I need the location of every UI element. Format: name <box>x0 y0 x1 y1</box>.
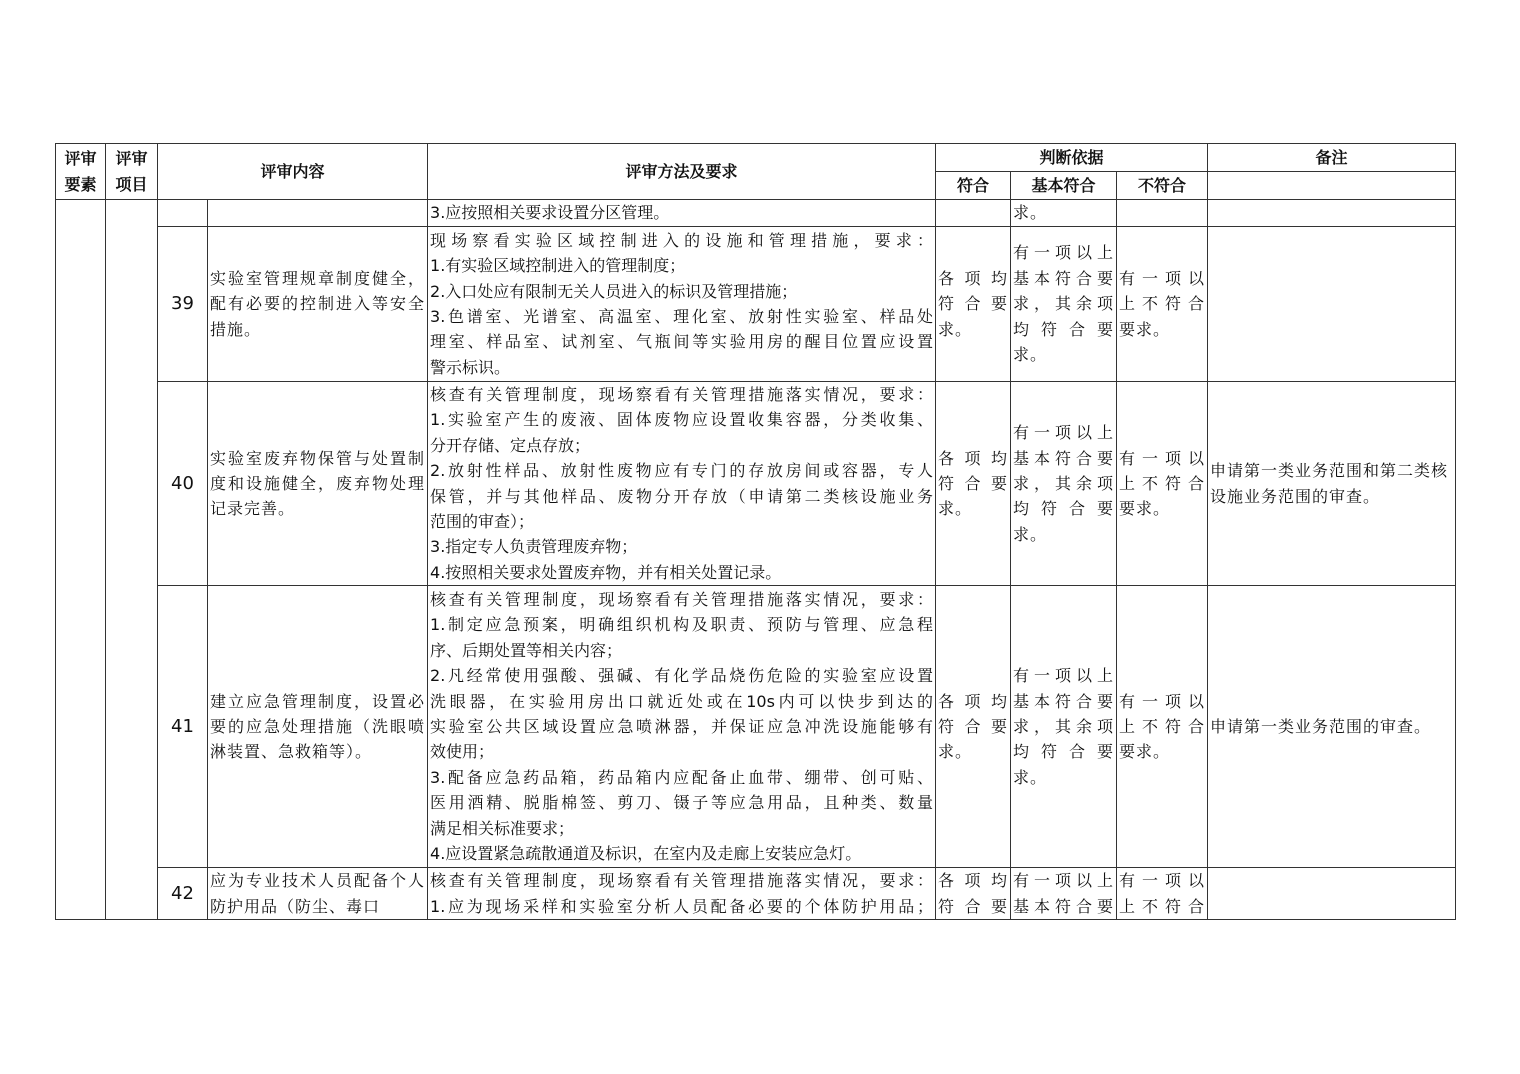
note <box>1208 868 1456 920</box>
method-line: 范围的审查）； <box>430 512 535 532</box>
non-conform-criteria <box>1117 586 1208 868</box>
basic-conform-criteria-line: 求，其余项 <box>1013 717 1115 737</box>
method-line: 核查有关管理制度，现场察看有关管理措施落实情况，要求： <box>430 590 934 610</box>
method-line: 序、后期处置等相关内容； <box>430 640 623 660</box>
basic-conform-criteria-line: 基本符合要 <box>1013 448 1115 468</box>
note: 申请第一类业务范围的审查。 <box>1208 586 1456 868</box>
method-line: 满足相关标准要求； <box>430 818 575 838</box>
basic-conform-criteria-line: 求。 <box>1013 345 1048 365</box>
note <box>1208 227 1456 382</box>
method-line: 3.指定专人负责管理废弃物； <box>430 537 638 557</box>
header-item <box>106 144 158 200</box>
method-cell <box>428 200 936 227</box>
review-content: 应为专业技术人员配备个人防护用品（防尘、毒口 <box>208 868 428 920</box>
method-line: 1.应为现场采样和实验室分析人员配备必要的个体防护用品； <box>430 896 934 916</box>
method-line: 1.实验室产生的废液、固体废物应设置收集容器，分类收集、 <box>430 410 934 430</box>
basic-conform-criteria-line: 有一项以上 <box>1013 243 1115 263</box>
conform-criteria-line: 符合要 <box>938 473 1009 493</box>
table-row <box>56 382 1456 586</box>
method-line: 1.有实验区域控制进入的管理制度； <box>430 256 686 276</box>
basic-conform-criteria-line: 均符合要 <box>1013 742 1115 762</box>
conform-criteria-line: 各项均 <box>938 448 1009 468</box>
conform-criteria <box>936 868 1011 920</box>
header-item-line1: 评审 <box>115 148 148 168</box>
element-cell <box>56 200 106 920</box>
review-table <box>55 143 1456 920</box>
non-conform-criteria-line: 有一项以 <box>1119 268 1206 288</box>
header-element-line2: 要素 <box>64 174 97 194</box>
method-line: 3.应按照相关要求设置分区管理。 <box>430 203 670 223</box>
basic-conform-criteria <box>1011 586 1117 868</box>
basic-conform-criteria-line: 基本符合要 <box>1013 691 1115 711</box>
item-number: 40 <box>158 382 208 586</box>
method-line: 3.色谱室、光谱室、高温室、理化室、放射性实验室、样品处 <box>430 307 934 326</box>
method-line: 实验室公共区域设置应急喷淋器，并保证应急冲洗设施能够有 <box>430 717 934 737</box>
basic-conform-criteria <box>1011 868 1117 920</box>
table-row <box>56 227 1456 382</box>
table-row <box>56 868 1456 920</box>
method-line: 效使用； <box>430 742 495 762</box>
review-content: 实验室废弃物保管与处置制度和设施健全，废弃物处理记录完善。 <box>208 382 428 586</box>
header-element-line1: 评审 <box>64 148 97 168</box>
basic-conform-criteria-line: 基本符合要 <box>1013 268 1115 288</box>
review-method <box>428 227 936 382</box>
method-line: 警示标识。 <box>430 357 511 377</box>
method-line: 分开存储、定点存放； <box>430 435 591 455</box>
conform-criteria-line: 各项均 <box>938 871 1009 891</box>
header-element <box>56 144 106 200</box>
header-conform: 符合 <box>936 172 1011 200</box>
conform-criteria <box>936 586 1011 868</box>
table-header <box>56 144 1456 200</box>
review-content: 建立应急管理制度，设置必要的应急处理措施（洗眼喷淋装置、急救箱等）。 <box>208 586 428 868</box>
basic-conform-criteria-line: 求。 <box>1013 524 1048 544</box>
basic-conform-criteria-line: 均符合要 <box>1013 499 1115 519</box>
conform-criteria-line: 求。 <box>938 742 973 762</box>
non-conform-criteria <box>1117 227 1208 382</box>
basic-conform-criteria-line: 有一项以上 <box>1013 423 1115 443</box>
method-line: 保管，并与其他样品、废物分开存放（申请第二类核设施业务 <box>430 486 934 506</box>
method-line: 1.制定应急预案，明确组织机构及职责、预防与管理、应急程 <box>430 615 934 635</box>
method-line: 核查有关管理制度，现场察看有关管理措施落实情况，要求： <box>430 385 934 404</box>
item-number: 41 <box>158 586 208 868</box>
conform-criteria-line: 各项均 <box>938 691 1009 711</box>
basic-conform-criteria-line: 基本符合要 <box>1013 896 1115 916</box>
non-conform-criteria <box>1117 382 1208 586</box>
non-conform-criteria-line: 上不符合 <box>1119 473 1206 493</box>
conform-cell <box>936 200 1011 227</box>
note: 申请第一类业务范围和第二类核设施业务范围的审查。 <box>1208 382 1456 586</box>
method-line: 核查有关管理制度，现场察看有关管理措施落实情况，要求： <box>430 871 934 891</box>
basic-cell <box>1011 200 1117 227</box>
method-line: 2.放射性样品、放射性废物应有专门的存放房间或容器，专人 <box>430 461 934 481</box>
item-number: 39 <box>158 227 208 382</box>
review-content: 实验室管理规章制度健全，配有必要的控制进入等安全措施。 <box>208 227 428 382</box>
basic-line: 求。 <box>1013 203 1048 223</box>
header-note: 备注 <box>1208 144 1456 172</box>
conform-criteria-line: 符合要 <box>938 294 1009 314</box>
non-conform-criteria-line: 上不符合 <box>1119 717 1206 737</box>
item-cell <box>106 200 158 920</box>
non-conform-criteria-line: 要求。 <box>1119 319 1171 339</box>
content-cell <box>208 200 428 227</box>
conform-criteria-line: 求。 <box>938 499 973 519</box>
method-line: 理室、样品室、试剂室、气瓶间等实验用房的醒目位置应设置 <box>430 332 934 352</box>
conform-criteria-line: 符合要 <box>938 896 1009 916</box>
conform-criteria-line: 各项均 <box>938 268 1009 288</box>
method-line: 洗眼器，在实验用房出口就近处或在10s内可以快步到达的 <box>430 691 934 711</box>
non-cell <box>1117 200 1208 227</box>
method-line: 4.应设置紧急疏散通道及标识，在室内及走廊上安装应急灯。 <box>430 844 862 864</box>
non-conform-criteria-line: 有一项以 <box>1119 691 1206 711</box>
method-line: 2.凡经常使用强酸、强碱、有化学品烧伤危险的实验室应设置 <box>430 666 934 686</box>
conform-criteria-line: 求。 <box>938 319 973 339</box>
method-line: 现场察看实验区域控制进入的设施和管理措施，要求： <box>430 230 934 250</box>
review-method <box>428 586 936 868</box>
method-line: 2.入口处应有限制无关人员进入的标识及管理措施； <box>430 281 798 301</box>
basic-conform-criteria-line: 均符合要 <box>1013 319 1115 339</box>
method-line: 3.配备应急药品箱，药品箱内应配备止血带、绷带、创可贴、 <box>430 767 934 787</box>
review-method <box>428 382 936 586</box>
header-item-line2: 项目 <box>115 174 148 194</box>
basic-conform-criteria-line: 求。 <box>1013 767 1048 787</box>
basic-conform-criteria-line: 求，其余项 <box>1013 294 1115 314</box>
basic-conform-criteria-line: 求，其余项 <box>1013 473 1115 493</box>
header-note-blank <box>1208 172 1456 200</box>
num-cell <box>158 200 208 227</box>
header-basic-conform: 基本符合 <box>1011 172 1117 200</box>
table-row <box>56 586 1456 868</box>
basic-conform-criteria <box>1011 382 1117 586</box>
method-line: 医用酒精、脱脂棉签、剪刀、镊子等应急用品，且种类、数量 <box>430 793 934 813</box>
header-judgement: 判断依据 <box>936 144 1208 172</box>
conform-criteria-line: 符合要 <box>938 717 1009 737</box>
non-conform-criteria <box>1117 868 1208 920</box>
non-conform-criteria-line: 上不符合 <box>1119 896 1206 916</box>
non-conform-criteria-line: 有一项以 <box>1119 871 1206 891</box>
non-conform-criteria-line: 要求。 <box>1119 742 1171 762</box>
basic-conform-criteria-line: 有一项以上 <box>1013 666 1115 686</box>
header-method: 评审方法及要求 <box>428 144 936 200</box>
conform-criteria <box>936 382 1011 586</box>
non-conform-criteria-line: 要求。 <box>1119 499 1171 519</box>
header-content: 评审内容 <box>158 144 428 200</box>
basic-conform-criteria-line: 有一项以上 <box>1013 871 1115 891</box>
note-cell <box>1208 200 1456 227</box>
table-body <box>56 200 1456 920</box>
non-conform-criteria-line: 有一项以 <box>1119 448 1206 468</box>
table-row-continued <box>56 200 1456 227</box>
method-line: 4.按照相关要求处置废弃物，并有相关处置记录。 <box>430 562 782 582</box>
review-method <box>428 868 936 920</box>
basic-conform-criteria <box>1011 227 1117 382</box>
conform-criteria <box>936 227 1011 382</box>
non-conform-criteria-line: 上不符合 <box>1119 294 1206 314</box>
header-non-conform: 不符合 <box>1117 172 1208 200</box>
item-number: 42 <box>158 868 208 920</box>
